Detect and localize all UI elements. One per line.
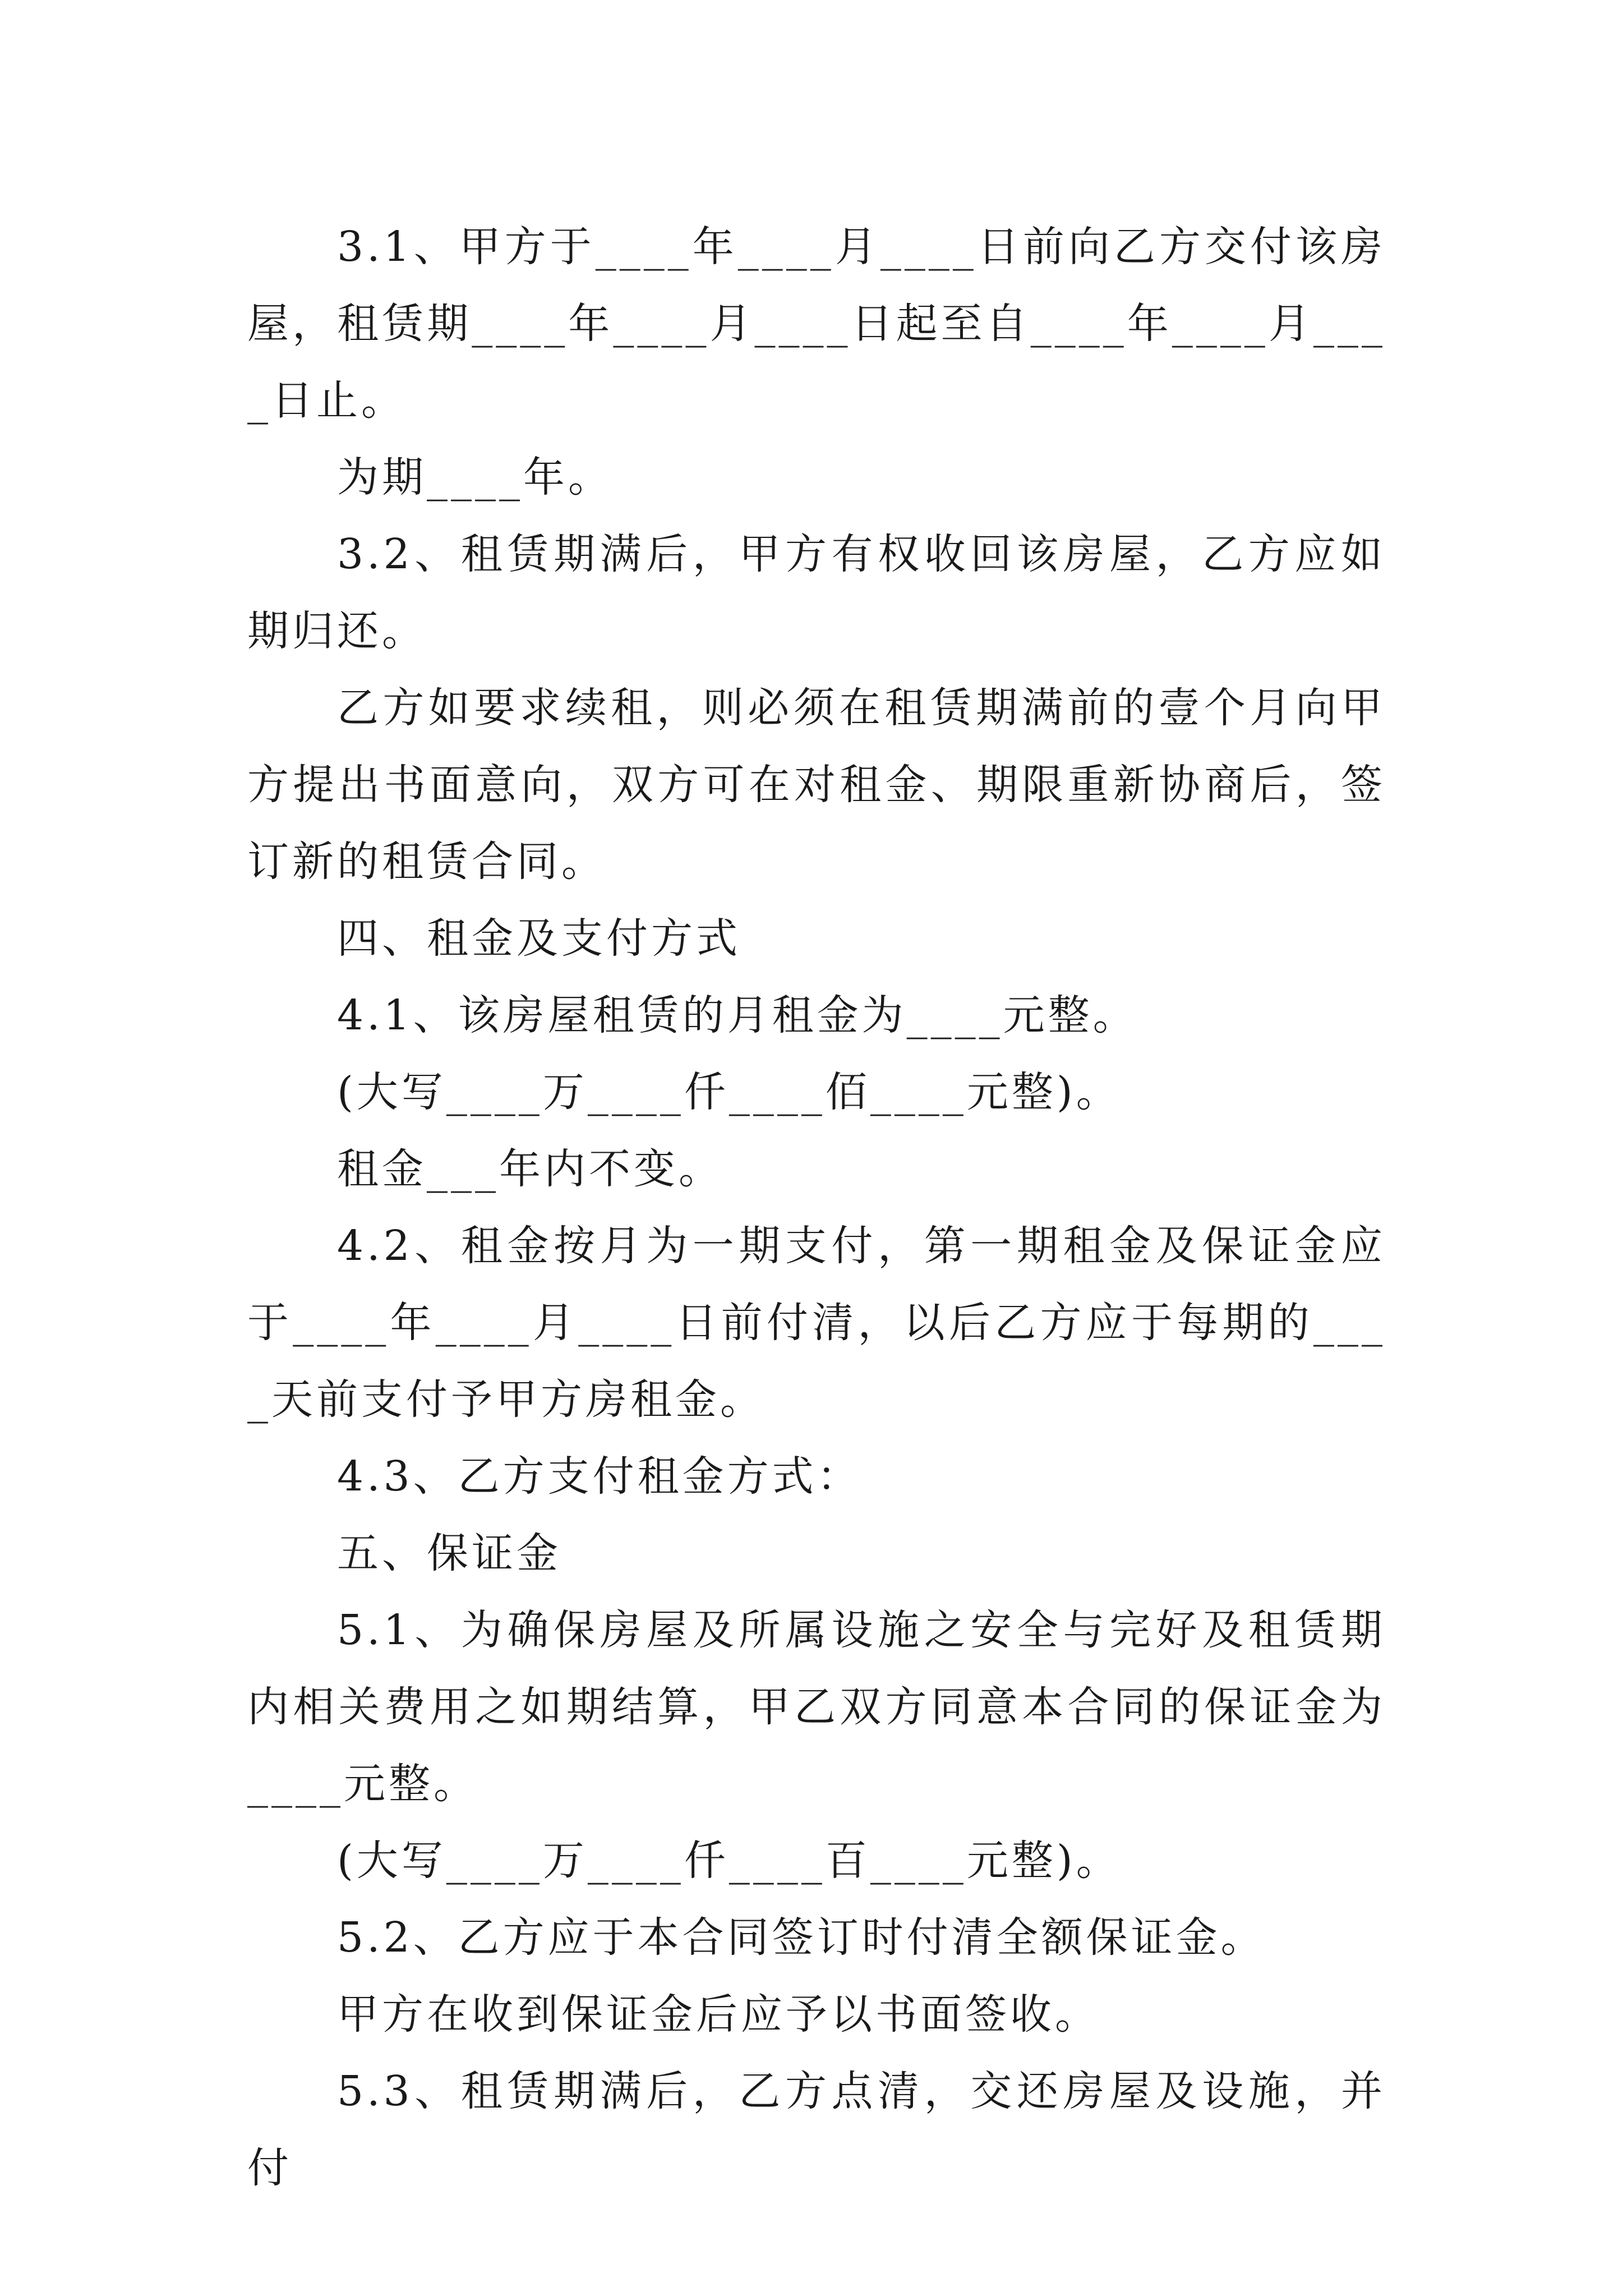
section-heading-deposit: 五、保证金 xyxy=(337,1529,561,1577)
paragraph-4-1: 4.1、该房屋租赁的月租金为____元整。 xyxy=(337,991,1138,1039)
paragraph-4-2: 4.2、租金按月为一期支付，第一期租金及保证金应于____年____月____日前付清，以后乙方应于每期的____天前支付予甲方房租金。 xyxy=(247,1222,1386,1424)
paragraph-5-3: 5.3、租赁期满后，乙方点清，交还房屋及设施，并付 xyxy=(247,2067,1386,2192)
paragraph-deposit-receipt: 甲方在收到保证金后应予以书面签收。 xyxy=(337,1990,1100,2039)
paragraph-renewal: 乙方如要求续租，则必须在租赁期满前的壹个月向甲方提出书面意向，双方可在对租金、期限重新协商后，签订新的租赁合同。 xyxy=(247,684,1386,886)
document-body xyxy=(247,209,1386,2207)
paragraph-deposit-capital: (大写____万____仟____百____元整)。 xyxy=(337,1837,1121,1885)
paragraph-3-1: 3.1、甲方于____年____月____日前向乙方交付该房屋，租赁期____年____月____日起至自____年____月____日止。 xyxy=(247,223,1386,425)
paragraph-4-3: 4.3、乙方支付租金方式： xyxy=(337,1452,862,1501)
paragraph-rent-fixed: 租金___年内不变。 xyxy=(337,1145,723,1193)
section-heading-rent: 四、租金及支付方式 xyxy=(337,914,741,963)
paragraph-3-2: 3.2、租赁期满后，甲方有权收回该房屋，乙方应如期归还。 xyxy=(247,530,1386,655)
paragraph-5-2: 5.2、乙方应于本合同签订时付清全额保证金。 xyxy=(337,1913,1266,1962)
paragraph-5-1: 5.1、为确保房屋及所属设施之安全与完好及租赁期内相关费用之如期结算，甲乙双方同意本合同的保证金为____元整。 xyxy=(247,1606,1386,1808)
paragraph-rent-capital: (大写____万____仟____佰____元整)。 xyxy=(337,1068,1121,1116)
paragraph-term-years: 为期____年。 xyxy=(337,453,613,501)
